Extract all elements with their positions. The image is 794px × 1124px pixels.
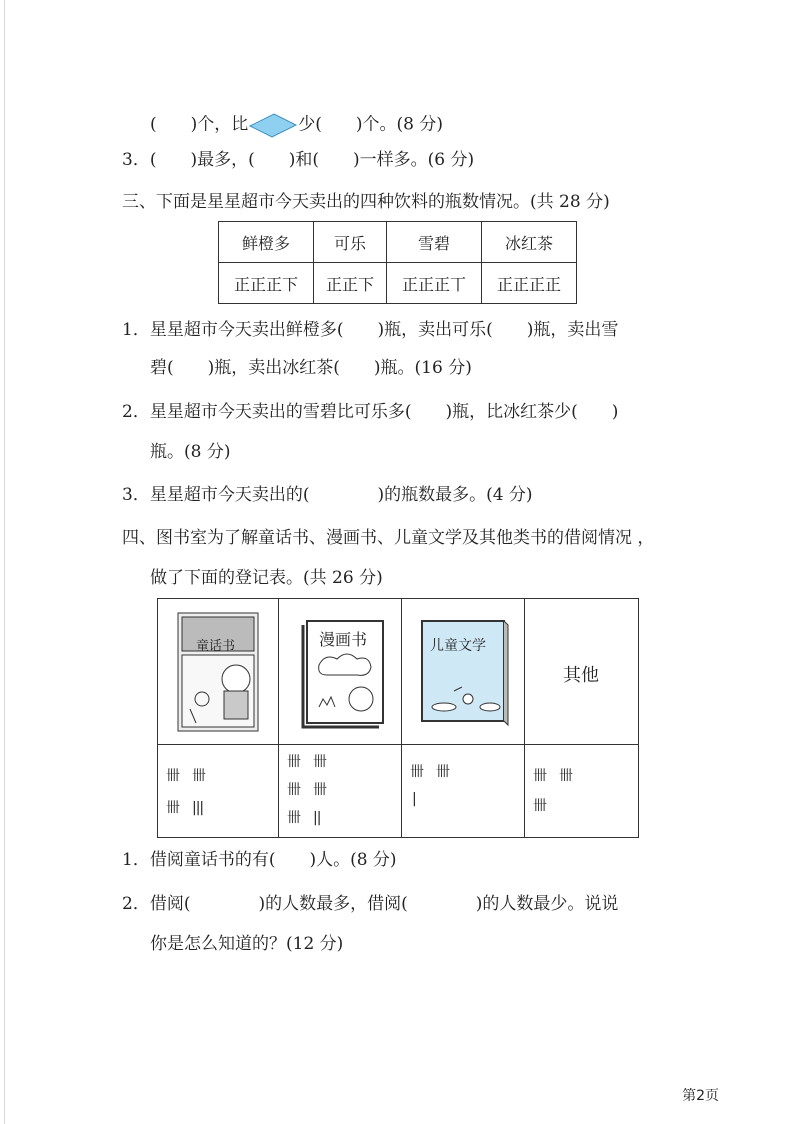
q2-3: 3．( )最多，( )和( )一样多。(6 分) [122, 150, 475, 170]
drink-header: 雪碧 [387, 222, 482, 263]
sec3-q2b: 瓶。(8 分) [150, 442, 231, 462]
tally-mark: 卌 [533, 798, 546, 814]
drink-tally: 正正正正 [482, 263, 577, 304]
drink-tally: 正正下 [314, 263, 387, 304]
books-table [157, 598, 639, 838]
tally-mark: 卌 卌 [533, 768, 572, 784]
drink-header: 鲜橙多 [219, 222, 314, 263]
tally-mark: 卌 卌 [166, 768, 205, 784]
sec3-q3: 3．星星超市今天卖出的( )的瓶数最多。(4 分) [122, 485, 533, 505]
book-label-literature: 儿童文学 [430, 638, 486, 654]
sec3-q1b: 碧( )瓶，卖出冰红茶( )瓶。(16 分) [150, 358, 472, 378]
tally-mark: 卌 卌 [287, 754, 326, 770]
tally-cell-fairy [158, 745, 279, 838]
book-cell-fairy [158, 599, 279, 745]
tally-mark: 卌 卌 [410, 764, 449, 780]
book-cell-comic [279, 599, 402, 745]
sec3-q2a: 2．星星超市今天卖出的雪碧比可乐多( )瓶，比冰红茶少( ) [122, 402, 619, 422]
drinks-table [218, 221, 577, 304]
tally-mark: 卌 || [287, 810, 321, 826]
rhombus-shape [248, 112, 298, 138]
sec3-title: 三、下面是星星超市今天卖出的四种饮料的瓶数情况。(共 28 分) [122, 192, 610, 212]
tally-cell-comic [279, 745, 402, 838]
tally-cell-literature [402, 745, 525, 838]
literature-book-icon [402, 599, 524, 744]
book-label-comic: 漫画书 [319, 630, 368, 649]
book-label-other: 其他 [563, 665, 599, 686]
sec4-title-b: 做了下面的登记表。(共 26 分) [150, 568, 383, 588]
tally-cell-other [525, 745, 639, 838]
drink-tally: 正正正下 [219, 263, 314, 304]
comic-book-icon [279, 599, 401, 744]
book-cell-literature [402, 599, 525, 745]
tally-mark: 卌 ||| [166, 800, 204, 816]
drink-header: 冰红茶 [482, 222, 577, 263]
tally-mark: 卌 卌 [287, 782, 326, 798]
fairy-tale-book-icon [158, 599, 278, 744]
page-edge [4, 0, 5, 1124]
q2-tail-line [150, 112, 443, 138]
sec3-q1a: 1．星星超市今天卖出鲜橙多( )瓶，卖出可乐( )瓶，卖出雪 [122, 320, 619, 340]
sec4-q2b: 你是怎么知道的？(12 分) [150, 934, 344, 954]
page-number: 第2页 [682, 1088, 719, 1104]
sec4-q2a: 2．借阅( )的人数最多，借阅( )的人数最少。说说 [122, 894, 619, 914]
q2-tail-part2: 少( )个。(8 分) [298, 114, 444, 135]
drink-tally: 正正正丅 [387, 263, 482, 304]
book-cell-other [525, 599, 639, 745]
book-label-fairy: 童话书 [196, 639, 236, 654]
drink-header: 可乐 [314, 222, 387, 263]
sec4-title-a: 四、图书室为了解童话书、漫画书、儿童文学及其他类书的借阅情况 ， [122, 528, 655, 548]
tally-mark: | [412, 791, 416, 807]
sec4-q1: 1．借阅童话书的有( )人。(8 分) [122, 850, 397, 870]
q2-tail-part1: ( )个，比 [150, 114, 249, 135]
